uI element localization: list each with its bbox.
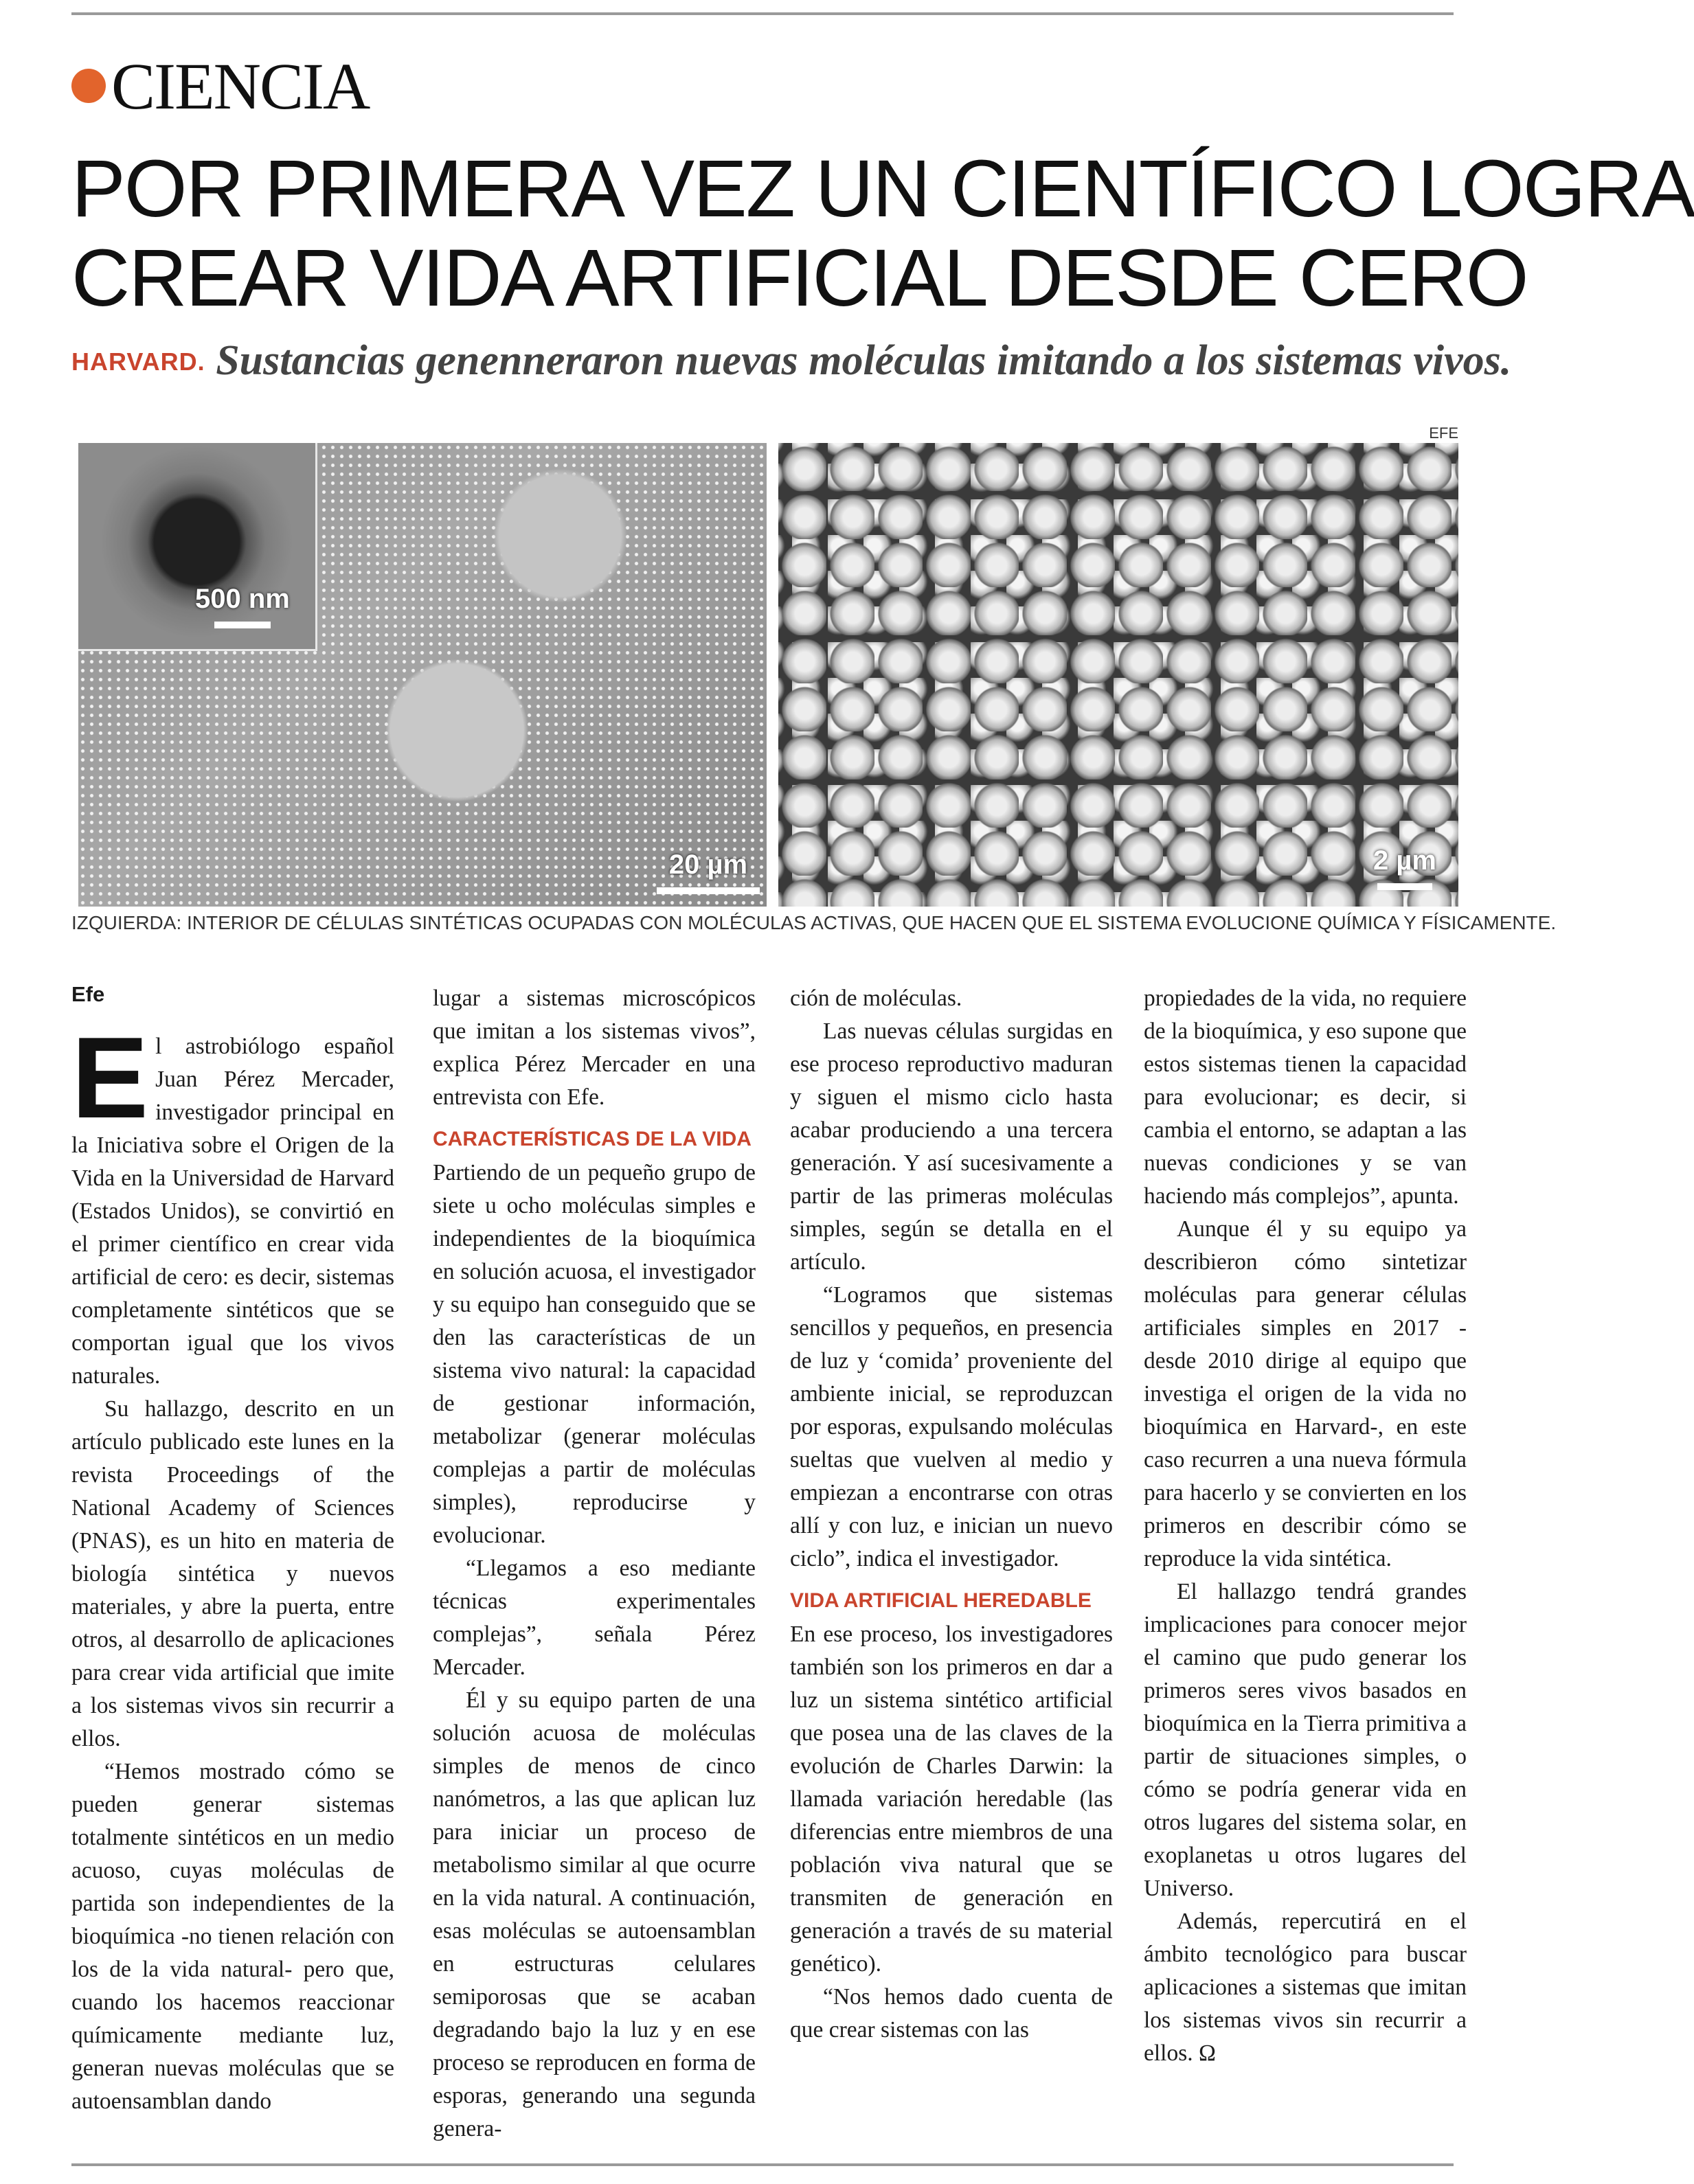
section-label	[71, 48, 369, 124]
headline-line-2: CREAR VIDA ARTIFICIAL DESDE CERO	[71, 233, 1528, 323]
paragraph: Partiendo de un pequeño grupo de siete u ocho moléculas simples e independientes de la bioquímica en solución acuosa, el investigador y su equipo han conseguido que se den las características de un sistema vivo natural: la capacidad de gestionar información, metabolizar (generar moléculas complejas a partir de moléculas simples), reproducirse y evolucionar.	[433, 1160, 756, 1548]
paragraph: “Llegamos a eso mediante técnicas experimentales complejas”, señala Pérez Mercader.	[433, 1556, 756, 1680]
paragraph: lugar a sistemas microscópicos que imitan a los sistemas vivos”, explica Pérez Mercader en una entrevista con Efe.	[433, 986, 756, 1110]
top-rule	[71, 12, 1454, 15]
photo-left-microscopy	[78, 443, 767, 907]
subheading: CARACTERÍSTICAS DE LA VIDA	[433, 1128, 752, 1150]
dropcap: E	[71, 1013, 149, 1142]
paragraph: En ese proceso, los investigadores también son los primeros en dar a luz un sistema sintético artificial que posea una de las claves de la evolución de Charles Darwin: la llamada variación heredable (las diferencias entre miembros de una población viva natural que se transmiten de generación en generación a través de su material genético).	[790, 1622, 1113, 1977]
headline	[71, 144, 1694, 323]
section-dot-icon	[71, 69, 106, 103]
deck-text: Sustancias genenneraron nuevas moléculas imitando a los sistemas vivos.	[216, 337, 1512, 384]
paragraph: El hallazgo tendrá grandes implicaciones para conocer mejor el camino que pudo generar los primeros seres vivos basados en bioquímica en la Tierra primitiva a partir de situaciones simples, o cómo se podría generar vida en otros lugares del sistema solar, en exoplanetas u otros lugares del Universo.	[1144, 1579, 1467, 1901]
deck-kicker: HARVARD.	[71, 348, 205, 376]
paragraph: Su hallazgo, descrito en un artículo publicado este lunes en la revista Proceedings of the National Academy of Sciences (PNAS), es un hito en materia de biología sintética y nuevos materiales, y abre la puerta, entre otros, al desarrollo de aplicaciones para crear vida artificial que imite a los sistemas vivos sin recurrir a ellos.	[71, 1396, 394, 1751]
right-scale-bar	[1373, 845, 1436, 890]
paragraph: “Nos hemos dado cuenta de que crear sistemas con las	[790, 1984, 1113, 2043]
paragraph: “Hemos mostrado cómo se pueden generar sistemas totalmente sintéticos en un medio acuoso, cuyas moléculas de partida son independientes de la bioquímica -no tienen relación con los de la vida natural- pero que, cuando los hacemos reaccionar químicamente mediante luz, generan nuevas moléculas que se autoensamblan dando	[71, 1759, 394, 2114]
paragraph: El astrobiólogo español Juan Pérez Mercader, investigador principal en la Iniciativa sobre el Origen de la Vida en la Universidad de Harvard (Estados Unidos), se convirtió en el primer científico en crear vida artificial de cero: es decir, sistemas completamente sintéticos que se comportan igual que los vivos naturales.	[71, 1013, 394, 1389]
subheading: VIDA ARTIFICIAL HEREDABLE	[790, 1589, 1092, 1612]
article-column-3	[790, 982, 1113, 2047]
photo-right-microscopy	[778, 443, 1458, 907]
article-column-1	[71, 1013, 394, 2118]
article-column-2	[433, 982, 756, 2146]
headline-line-1: POR PRIMERA VEZ UN CIENTÍFICO LOGRA	[71, 144, 1694, 234]
inset-scale-bar	[195, 584, 290, 628]
end-mark-icon: Ω	[1199, 2040, 1216, 2066]
photo-inset	[78, 443, 317, 651]
paragraph: Él y su equipo parten de una solución acuosa de moléculas simples de menos de cinco nanómetros, a las que aplican luz para iniciar un proceso de metabolismo similar al que ocurre en la vida natural. A continuación, esas moléculas se autoensamblan en estructuras celulares semiporosas que se acaban degradando bajo la luz y en ese proceso se reproducen en forma de esporas, generando una segunda genera-	[433, 1687, 756, 2141]
byline: Efe	[71, 982, 105, 1006]
left-scale-bar	[657, 850, 760, 894]
left-scale-label: 20 µm	[668, 850, 748, 880]
photo-caption: IZQUIERDA: INTERIOR DE CÉLULAS SINTÉTICAS OCUPADAS CON MOLÉCULAS ACTIVAS, QUE HACEN QUE EL SISTEMA EVOLUCIONE QUÍMICA Y FÍSICAMENTE.	[71, 912, 1557, 933]
paragraph: Las nuevas células surgidas en ese proceso reproductivo maduran y siguen el mismo ciclo hasta acabar produciendo a una tercera generación. Y así sucesivamente a partir de las primeras moléculas simples, según se detalla en el artículo.	[790, 1019, 1113, 1275]
section-title: CIENCIA	[111, 49, 370, 123]
bottom-rule	[71, 2163, 1454, 2166]
inset-scale-label: 500 nm	[195, 584, 290, 614]
paragraph: Además, repercutirá en el ámbito tecnológico para buscar aplicaciones a sistemas que imitan los sistemas vivos sin recurrir a ellos. Ω	[1144, 1909, 1467, 2066]
deck	[71, 337, 1512, 385]
right-scale-label: 2 µm	[1373, 845, 1436, 876]
paragraph: Aunque él y su equipo ya describieron cómo sintetizar moléculas para generar células artificiales simples en 2017 - desde 2010 dirige al equipo que investiga el origen de la vida no bioquímica en Harvard-, en este caso recurren a una nueva fórmula para hacerlo y se convierten en los primeros en describir cómo se reproduce la vida sintética.	[1144, 1216, 1467, 1571]
paragraph: propiedades de la vida, no requiere de la bioquímica, y eso supone que estos sistemas tienen la capacidad para evolucionar; es decir, si cambia el entorno, se adaptan a las nuevas condiciones y se van haciendo más complejos”, apunta.	[1144, 986, 1467, 1209]
article-column-4	[1144, 982, 1467, 2070]
paragraph: “Logramos que sistemas sencillos y pequeños, en presencia de luz y ‘comida’ proveniente del ambiente inicial, se reproduzcan por esporas, expulsando moléculas sueltas que vuelven al medio y empiezan a encontrarse con otras allí y con luz, e inician un nuevo ciclo”, indica el investigador.	[790, 1282, 1113, 1571]
paragraph: ción de moléculas.	[790, 986, 962, 1011]
photo-credit: EFE	[1429, 424, 1458, 442]
